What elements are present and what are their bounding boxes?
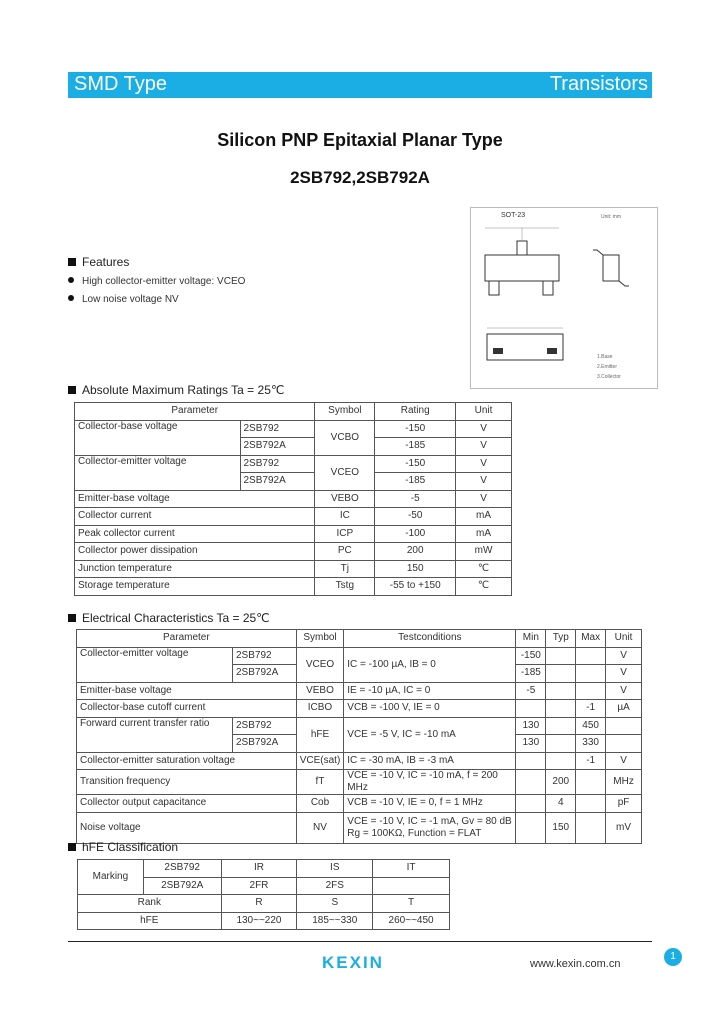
table-row: Collector-base voltage 2SB792 VCBO -150 V xyxy=(75,420,512,438)
header-banner xyxy=(68,72,652,98)
feature-item: Low noise voltage NV xyxy=(68,294,179,305)
table-row: Emitter-base voltage VEBO -5 V xyxy=(75,490,512,508)
table-row: 2SB792A 2FR 2FS xyxy=(78,877,450,895)
pin-label: 1.Base xyxy=(597,354,613,360)
footer-divider xyxy=(68,941,652,942)
table-row: Collector current IC -50 mA xyxy=(75,508,512,526)
table-row: Collector-emitter saturation voltage VCE(sat) IC = -30 mA, IB = -3 mA -1 V xyxy=(77,752,642,770)
unit-label: Unit: mm xyxy=(601,214,621,220)
table-row: Transition frequency fT VCE = -10 V, IC = -10 mA, f = 200 MHz 200 MHz xyxy=(77,770,642,795)
square-bullet-icon xyxy=(68,258,76,266)
doc-type-label: SMD Type xyxy=(74,73,167,95)
dot-bullet-icon xyxy=(68,295,74,301)
website-link[interactable]: www.kexin.com.cn xyxy=(530,958,621,970)
table-row: Collector-emitter voltage 2SB792 VCEO IC = -100 µA, IB = 0 -150 V xyxy=(77,647,642,665)
feature-item: High collector-emitter voltage: VCEO xyxy=(68,276,245,287)
dot-bullet-icon xyxy=(68,277,74,283)
table-row: Peak collector current ICP -100 mA xyxy=(75,525,512,543)
table-row: 2SB792A 130 330 xyxy=(77,735,642,753)
table-row: Junction temperature Tj 150 ℃ xyxy=(75,560,512,578)
table-row: Collector-emitter voltage 2SB792 VCEO -150 V xyxy=(75,455,512,473)
table-row: 2SB792A -185 V xyxy=(77,665,642,683)
square-bullet-icon xyxy=(68,843,76,851)
sot23-drawing xyxy=(471,208,657,388)
hfe-classification-table xyxy=(77,859,450,930)
kexin-logo: KEXIN xyxy=(322,953,384,972)
table-row: Rank R S T xyxy=(78,895,450,913)
abs-max-heading: Absolute Maximum Ratings Ta = 25℃ xyxy=(68,383,284,397)
part-numbers: 2SB792,2SB792A xyxy=(290,168,430,187)
table-row: Emitter-base voltage VEBO IE = -10 µA, IC = 0 -5 V xyxy=(77,682,642,700)
category-label: Transistors xyxy=(549,73,648,95)
pin-label: 2.Emitter xyxy=(597,364,618,370)
square-bullet-icon xyxy=(68,614,76,622)
pin-label: 3.Collector xyxy=(597,374,621,380)
page-title: Silicon PNP Epitaxial Planar Type xyxy=(217,130,503,150)
table-row: Storage temperature Tstg -55 to +150 ℃ xyxy=(75,578,512,596)
table-header-row: Parameter Symbol Rating Unit xyxy=(75,403,512,421)
table-row: Collector output capacitance Cob VCB = -10 V, IE = 0, f = 1 MHz 4 pF xyxy=(77,795,642,813)
table-row: 2SB792A -185 V xyxy=(75,438,512,456)
page-number-badge: 1 xyxy=(664,948,682,966)
elec-heading: Electrical Characteristics Ta = 25℃ xyxy=(68,611,270,625)
table-row: Forward current transfer ratio 2SB792 hFE VCE = -5 V, IC = -10 mA 130 450 xyxy=(77,717,642,735)
table-row: Collector power dissipation PC 200 mW xyxy=(75,543,512,561)
electrical-characteristics-table xyxy=(76,629,642,844)
package-name-label: SOT-23 xyxy=(501,212,526,219)
table-header-row: Parameter Symbol Testconditions Min Typ Max Unit xyxy=(77,630,642,648)
square-bullet-icon xyxy=(68,386,76,394)
hfe-class-heading: hFE Classification xyxy=(68,840,178,854)
package-outline-diagram xyxy=(470,207,658,389)
features-heading: Features xyxy=(68,255,129,269)
table-row: Noise voltage NV VCE = -10 V, IC = -1 mA, Gv = 80 dB Rg = 100KΩ, Function = FLAT 150 mV xyxy=(77,812,642,843)
table-row: Collector-base cutoff current ICBO VCB = -100 V, IE = 0 -1 µA xyxy=(77,700,642,718)
abs-max-table xyxy=(74,402,512,596)
table-row: Marking 2SB792 IR IS IT xyxy=(78,860,450,878)
table-row: hFE 130~~220 185~~330 260~~450 xyxy=(78,912,450,930)
table-row: 2SB792A -185 V xyxy=(75,473,512,491)
